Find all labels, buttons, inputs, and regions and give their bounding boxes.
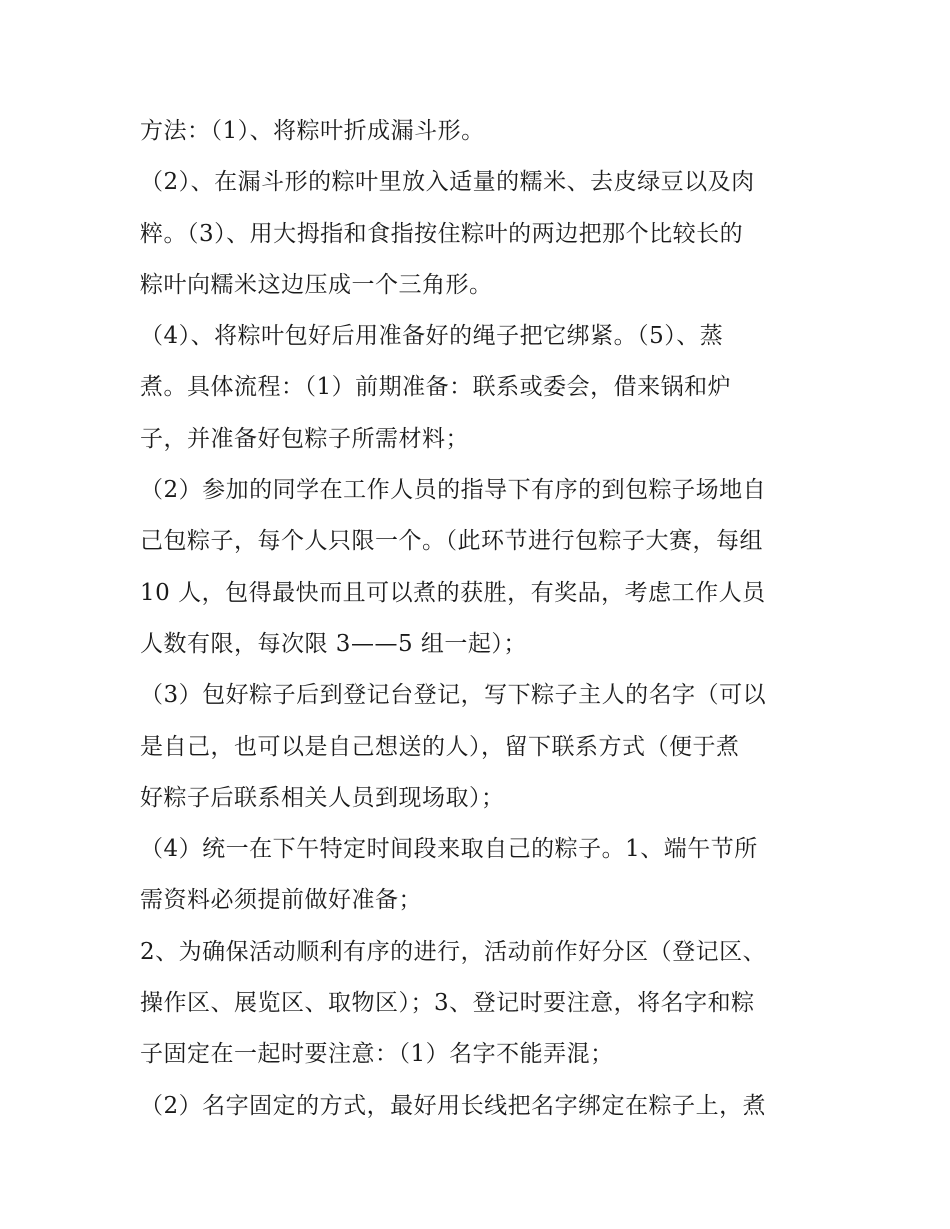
document-body (140, 106, 840, 1132)
text-line: 粽叶向糯米这边压成一个三角形。 (140, 271, 493, 298)
text-line: （2）、在漏斗形的粽叶里放入适量的糯米、去皮绿豆以及肉 (140, 169, 755, 196)
text-line: 10 人，包得最快而且可以煮的获胜，有奖品，考虑工作人员 (140, 579, 766, 606)
text-line: （2）参加的同学在工作人员的指导下有序的到包粽子场地自 (140, 477, 767, 504)
text-line: （3）包好粽子后到登记台登记，写下粽子主人的名字（可以 (140, 682, 767, 709)
text-line: 好粽子后联系相关人员到现场取）； (140, 784, 505, 811)
text-line: （2）名字固定的方式，最好用长线把名字绑定在粽子上，煮 (140, 1092, 767, 1119)
text-line: 子，并准备好包粽子所需材料； (140, 425, 469, 452)
text-line: 煮。具体流程：（1）前期准备：联系或委会，借来锅和炉 (140, 374, 732, 401)
text-line: 子固定在一起时要注意：（1）名字不能弄混； (140, 1041, 614, 1068)
text-line: （4）、将粽叶包好后用准备好的绳子把它绑紧。（5）、蒸 (140, 323, 724, 350)
text-line: 方法：（1）、将粽叶折成漏斗形。 (140, 118, 485, 144)
text-line: 需资料必须提前做好准备； (140, 887, 422, 914)
text-line: 是自己，也可以是自己想送的人），留下联系方式（便于煮 (140, 733, 740, 760)
text-line: 人数有限，每次限 3——5 组一起）； (140, 630, 527, 657)
text-line: （4）统一在下午特定时间段来取自己的粽子。1、端午节所 (140, 836, 758, 863)
text-line: 粹。（3）、用大拇指和食指按住粽叶的两边把那个比较长的 (140, 220, 744, 247)
text-line: 2、为确保活动顺利有序的进行，活动前作好分区（登记区、 (140, 938, 767, 965)
text-line: 己包粽子，每个人只限一个。（此环节进行包粽子大赛，每组 (140, 528, 763, 555)
text-line: 操作区、展览区、取物区）；3、登记时要注意，将名字和粽 (140, 990, 755, 1017)
